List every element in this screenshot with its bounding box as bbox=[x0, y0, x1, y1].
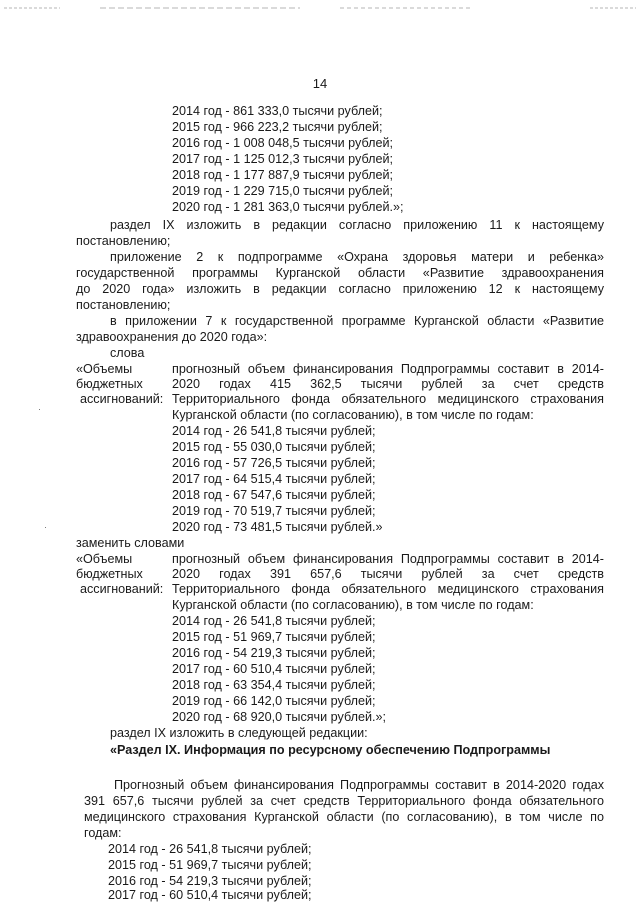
paragraph-line: медицинского страхования Курганской области (по согласованию), в том числе по bbox=[84, 810, 604, 824]
funding-line: 2015 год - 966 223,2 тысячи рублей; bbox=[172, 120, 383, 134]
replace-label: заменить словами bbox=[76, 536, 185, 550]
paragraph-line: постановлению; bbox=[76, 234, 171, 248]
paragraph-line: государственной программы Курганской области «Развитие здравоохранения bbox=[76, 266, 604, 280]
section-heading: «Раздел IX. Информация по ресурсному обеспечению Подпрограммы bbox=[110, 743, 551, 757]
funding-line: 2015 год - 51 969,7 тысячи рублей; bbox=[172, 630, 376, 644]
funding-line: 2014 год - 26 541,8 тысячи рублей; bbox=[172, 424, 376, 438]
funding-line: 2014 год - 861 333,0 тысячи рублей; bbox=[172, 104, 383, 118]
funding-line: 2017 год - 60 510,4 тысячи рублей; bbox=[172, 662, 376, 676]
funding-line: 2017 год - 60 510,4 тысячи рублей; bbox=[108, 888, 312, 902]
table-label bbox=[76, 552, 168, 598]
funding-line: 2019 год - 66 142,0 тысячи рублей; bbox=[172, 694, 376, 708]
label-line: бюджетных bbox=[76, 567, 143, 582]
label-line: «Объемы bbox=[76, 552, 133, 566]
scan-edge-marks bbox=[0, 6, 640, 10]
funding-line: 2014 год - 26 541,8 тысячи рублей; bbox=[172, 614, 376, 628]
funding-line: 2016 год - 57 726,5 тысячи рублей; bbox=[172, 456, 376, 470]
funding-line: 2016 год - 1 008 048,5 тысячи рублей; bbox=[172, 136, 393, 150]
scan-margin-mark: · bbox=[44, 522, 47, 532]
paragraph-line: приложение 2 к подпрограмме «Охрана здоровья матери и ребенка» bbox=[110, 250, 604, 264]
table-text-line: Территориального фонда обязательного медицинского страхования bbox=[172, 392, 604, 407]
table-text-line: Курганской области (по согласованию), в том числе по годам: bbox=[172, 407, 534, 422]
paragraph-line: 391 657,6 тысячи рублей за счет средств Территориального фонда обязательного bbox=[84, 794, 604, 808]
table-text bbox=[172, 362, 604, 423]
funding-line: 2016 год - 54 219,3 тысячи рублей; bbox=[108, 874, 312, 888]
scan-margin-mark: · bbox=[38, 404, 41, 414]
funding-line: 2018 год - 1 177 887,9 тысячи рублей; bbox=[172, 168, 393, 182]
label-line: бюджетных bbox=[76, 377, 143, 392]
table-text-line: прогнозный объем финансирования Подпрограммы составит в 2014- bbox=[172, 362, 604, 376]
table-text-line: Территориального фонда обязательного медицинского страхования bbox=[172, 582, 604, 597]
funding-line: 2018 год - 67 547,6 тысячи рублей; bbox=[172, 488, 376, 502]
funding-line: 2017 год - 1 125 012,3 тысячи рублей; bbox=[172, 152, 393, 166]
label-line: «Объемы bbox=[76, 362, 133, 376]
funding-line: 2015 год - 55 030,0 тысячи рублей; bbox=[172, 440, 376, 454]
label-line: ассигнований: bbox=[80, 392, 164, 407]
funding-line: 2020 год - 73 481,5 тысячи рублей.» bbox=[172, 520, 383, 534]
paragraph-line: Прогнозный объем финансирования Подпрограммы составит в 2014-2020 годах bbox=[114, 778, 604, 792]
table-text-line: 2020 годах 391 657,6 тысячи рублей за счет средств bbox=[172, 567, 604, 582]
paragraph-line: раздел IX изложить в следующей редакции: bbox=[110, 726, 368, 740]
funding-line: 2020 год - 68 920,0 тысячи рублей.»; bbox=[172, 710, 386, 724]
funding-line: 2019 год - 1 229 715,0 тысячи рублей; bbox=[172, 184, 393, 198]
paragraph-line: здравоохранения до 2020 года»: bbox=[76, 330, 268, 344]
paragraph-line: до 2020 года» изложить в редакции согласно приложению 12 к настоящему bbox=[76, 282, 604, 296]
table-text-line: Курганской области (по согласованию), в том числе по годам: bbox=[172, 597, 534, 612]
table-text-line: 2020 годах 415 362,5 тысячи рублей за счет средств bbox=[172, 377, 604, 392]
funding-line: 2016 год - 54 219,3 тысячи рублей; bbox=[172, 646, 376, 660]
table-text bbox=[172, 552, 604, 613]
funding-line: 2015 год - 51 969,7 тысячи рублей; bbox=[108, 858, 312, 872]
funding-line: 2020 год - 1 281 363,0 тысячи рублей.»; bbox=[172, 200, 404, 214]
funding-line: 2017 год - 64 515,4 тысячи рублей; bbox=[172, 472, 376, 486]
funding-line: 2014 год - 26 541,8 тысячи рублей; bbox=[108, 842, 312, 856]
funding-line: 2018 год - 63 354,4 тысячи рублей; bbox=[172, 678, 376, 692]
table-text-line: прогнозный объем финансирования Подпрограммы составит в 2014- bbox=[172, 552, 604, 566]
paragraph-line: постановлению; bbox=[76, 298, 171, 312]
label-line: ассигнований: bbox=[80, 582, 164, 597]
words-label: слова bbox=[110, 346, 145, 360]
paragraph-line: в приложении 7 к государственной программе Курганской области «Развитие bbox=[110, 314, 604, 328]
funding-line: 2019 год - 70 519,7 тысячи рублей; bbox=[172, 504, 376, 518]
paragraph-line: раздел IX изложить в редакции согласно приложению 11 к настоящему bbox=[110, 218, 604, 232]
page-number: 14 bbox=[312, 76, 328, 91]
table-label bbox=[76, 362, 168, 408]
paragraph-line: годам: bbox=[84, 826, 122, 840]
